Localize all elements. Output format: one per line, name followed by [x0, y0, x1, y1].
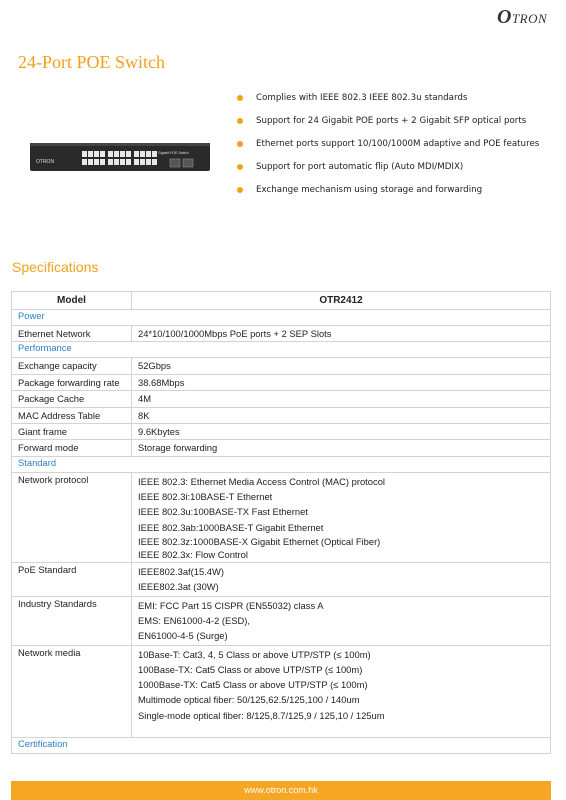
ethernet-port [126, 159, 131, 165]
specifications-heading: Specifications [12, 259, 99, 275]
header-model-number: OTR2412 [132, 292, 551, 310]
industry-line: EN61000-4-5 (Surge) [138, 630, 228, 642]
section-power: Power [12, 310, 551, 326]
row-label: Exchange capacity [12, 358, 132, 374]
row-value: 24*10/100/1000Mbps PoE ports + 2 SEP Slots [132, 326, 551, 342]
header-model: Model [12, 292, 132, 310]
ethernet-port [134, 159, 139, 165]
bullet-icon [237, 187, 243, 193]
protocol-line: IEEE 802.3u:100BASE-TX Fast Ethernet [138, 506, 308, 518]
feature-item: Exchange mechanism using storage and forwarding [237, 180, 539, 203]
row-value: 52Gbps [132, 358, 551, 374]
table-row [12, 326, 551, 342]
row-value: 38.68Mbps [132, 374, 551, 390]
media-line: Multimode optical fiber: 50/125,62.5/125,100 / 140um [138, 694, 360, 706]
row-value: 4M [132, 391, 551, 407]
table-row [12, 424, 551, 440]
industry-line: EMI: FCC Part 15 CISPR (EN55032) class A [138, 599, 324, 611]
row-label: PoE Standard [12, 563, 132, 597]
row-label: Industry Standards [12, 596, 132, 645]
ethernet-port [94, 151, 99, 157]
row-value [132, 596, 551, 645]
protocol-line: IEEE 802.3x: Flow Control [138, 549, 248, 561]
row-label: Giant frame [12, 424, 132, 440]
footer-url[interactable]: www.otron.com.hk [11, 781, 551, 800]
ethernet-port [134, 151, 139, 157]
ethernet-port [100, 151, 105, 157]
table-row [12, 596, 551, 645]
product-panel-text: Gigabit POE Switch [158, 151, 189, 155]
section-row [12, 310, 551, 326]
ethernet-port [108, 151, 113, 157]
row-value [132, 563, 551, 597]
section-row [12, 342, 551, 358]
media-line: 1000Base-TX: Cat5 Class or above UTP/STP (≤ 100m) [138, 679, 368, 691]
section-row [12, 456, 551, 472]
product-logo-text: OTRON [36, 159, 55, 165]
ethernet-port [120, 159, 125, 165]
ethernet-port [88, 151, 93, 157]
section-performance: Performance [12, 342, 551, 358]
spec-table [11, 291, 551, 754]
section-standard: Standard [12, 456, 551, 472]
ethernet-port [108, 159, 113, 165]
table-row [12, 472, 551, 562]
table-row [12, 440, 551, 456]
ethernet-port [146, 151, 151, 157]
bullet-icon [237, 95, 243, 101]
ethernet-port [152, 151, 157, 157]
ethernet-port [146, 159, 151, 165]
protocol-line: IEEE 802.3i:10BASE-T Ethernet [138, 491, 273, 503]
ethernet-port [140, 159, 145, 165]
table-row [12, 645, 551, 737]
row-label: Network media [12, 645, 132, 737]
feature-item: Support for 24 Gigabit POE ports + 2 Gigabit SFP optical ports [237, 111, 539, 134]
table-header-row [12, 292, 551, 310]
row-label: Network protocol [12, 472, 132, 562]
ethernet-port [120, 151, 125, 157]
row-label: MAC Address Table [12, 407, 132, 423]
table-row [12, 563, 551, 597]
media-line: 100Base-TX: Cat5 Class or above UTP/STP (≤ 100m) [138, 663, 363, 675]
bullet-icon [237, 118, 243, 124]
table-row [12, 407, 551, 423]
table-row [12, 391, 551, 407]
feature-item: Ethernet ports support 10/100/1000M adaptive and POE features [237, 134, 539, 157]
ethernet-port [82, 151, 87, 157]
row-value: Storage forwarding [132, 440, 551, 456]
page-title: 24-Port POE Switch [18, 52, 166, 72]
row-label: Forward mode [12, 440, 132, 456]
ethernet-port [140, 151, 145, 157]
media-line: Single-mode optical fiber: 8/125,8.7/125,9 / 125,10 / 125um [138, 709, 385, 721]
ethernet-port [126, 151, 131, 157]
feature-item: Complies with IEEE 802.3 IEEE 802.3u standards [237, 88, 539, 111]
brand-logo: OTRON [497, 6, 548, 28]
protocol-line: IEEE 802.3: Ethernet Media Access Control (MAC) protocol [138, 475, 385, 487]
ethernet-port [114, 159, 119, 165]
row-value [132, 645, 551, 737]
feature-item: Support for port automatic flip (Auto MDI/MDIX) [237, 157, 539, 180]
product-image-switch [30, 140, 210, 174]
table-row [12, 358, 551, 374]
ethernet-port [100, 159, 105, 165]
row-value [132, 472, 551, 562]
ethernet-port [152, 159, 157, 165]
ethernet-port [82, 159, 87, 165]
protocol-line: IEEE 802.3ab:1000BASE-T Gigabit Ethernet [138, 521, 324, 533]
ethernet-port [114, 151, 119, 157]
row-value: 8K [132, 407, 551, 423]
ethernet-port [94, 159, 99, 165]
row-label: Package forwarding rate [12, 374, 132, 390]
feature-list [237, 88, 539, 203]
section-row [12, 738, 551, 754]
media-line: 10Base-T: Cat3, 4, 5 Class or above UTP/STP (≤ 100m) [138, 648, 371, 660]
bullet-icon [237, 141, 243, 147]
section-certification: Certification [12, 738, 551, 754]
row-value: 9.6Kbytes [132, 424, 551, 440]
industry-line: EMS: EN61000-4-2 (ESD), [138, 614, 251, 626]
row-label: Ethernet Network [12, 326, 132, 342]
poe-line: IEEE802.3at (30W) [138, 581, 219, 593]
table-row [12, 374, 551, 390]
protocol-line: IEEE 802.3z:1000BASE-X Gigabit Ethernet (Optical Fiber) [138, 536, 381, 548]
bullet-icon [237, 164, 243, 170]
ethernet-port [88, 159, 93, 165]
poe-line: IEEE802.3af(15.4W) [138, 566, 224, 578]
row-label: Package Cache [12, 391, 132, 407]
